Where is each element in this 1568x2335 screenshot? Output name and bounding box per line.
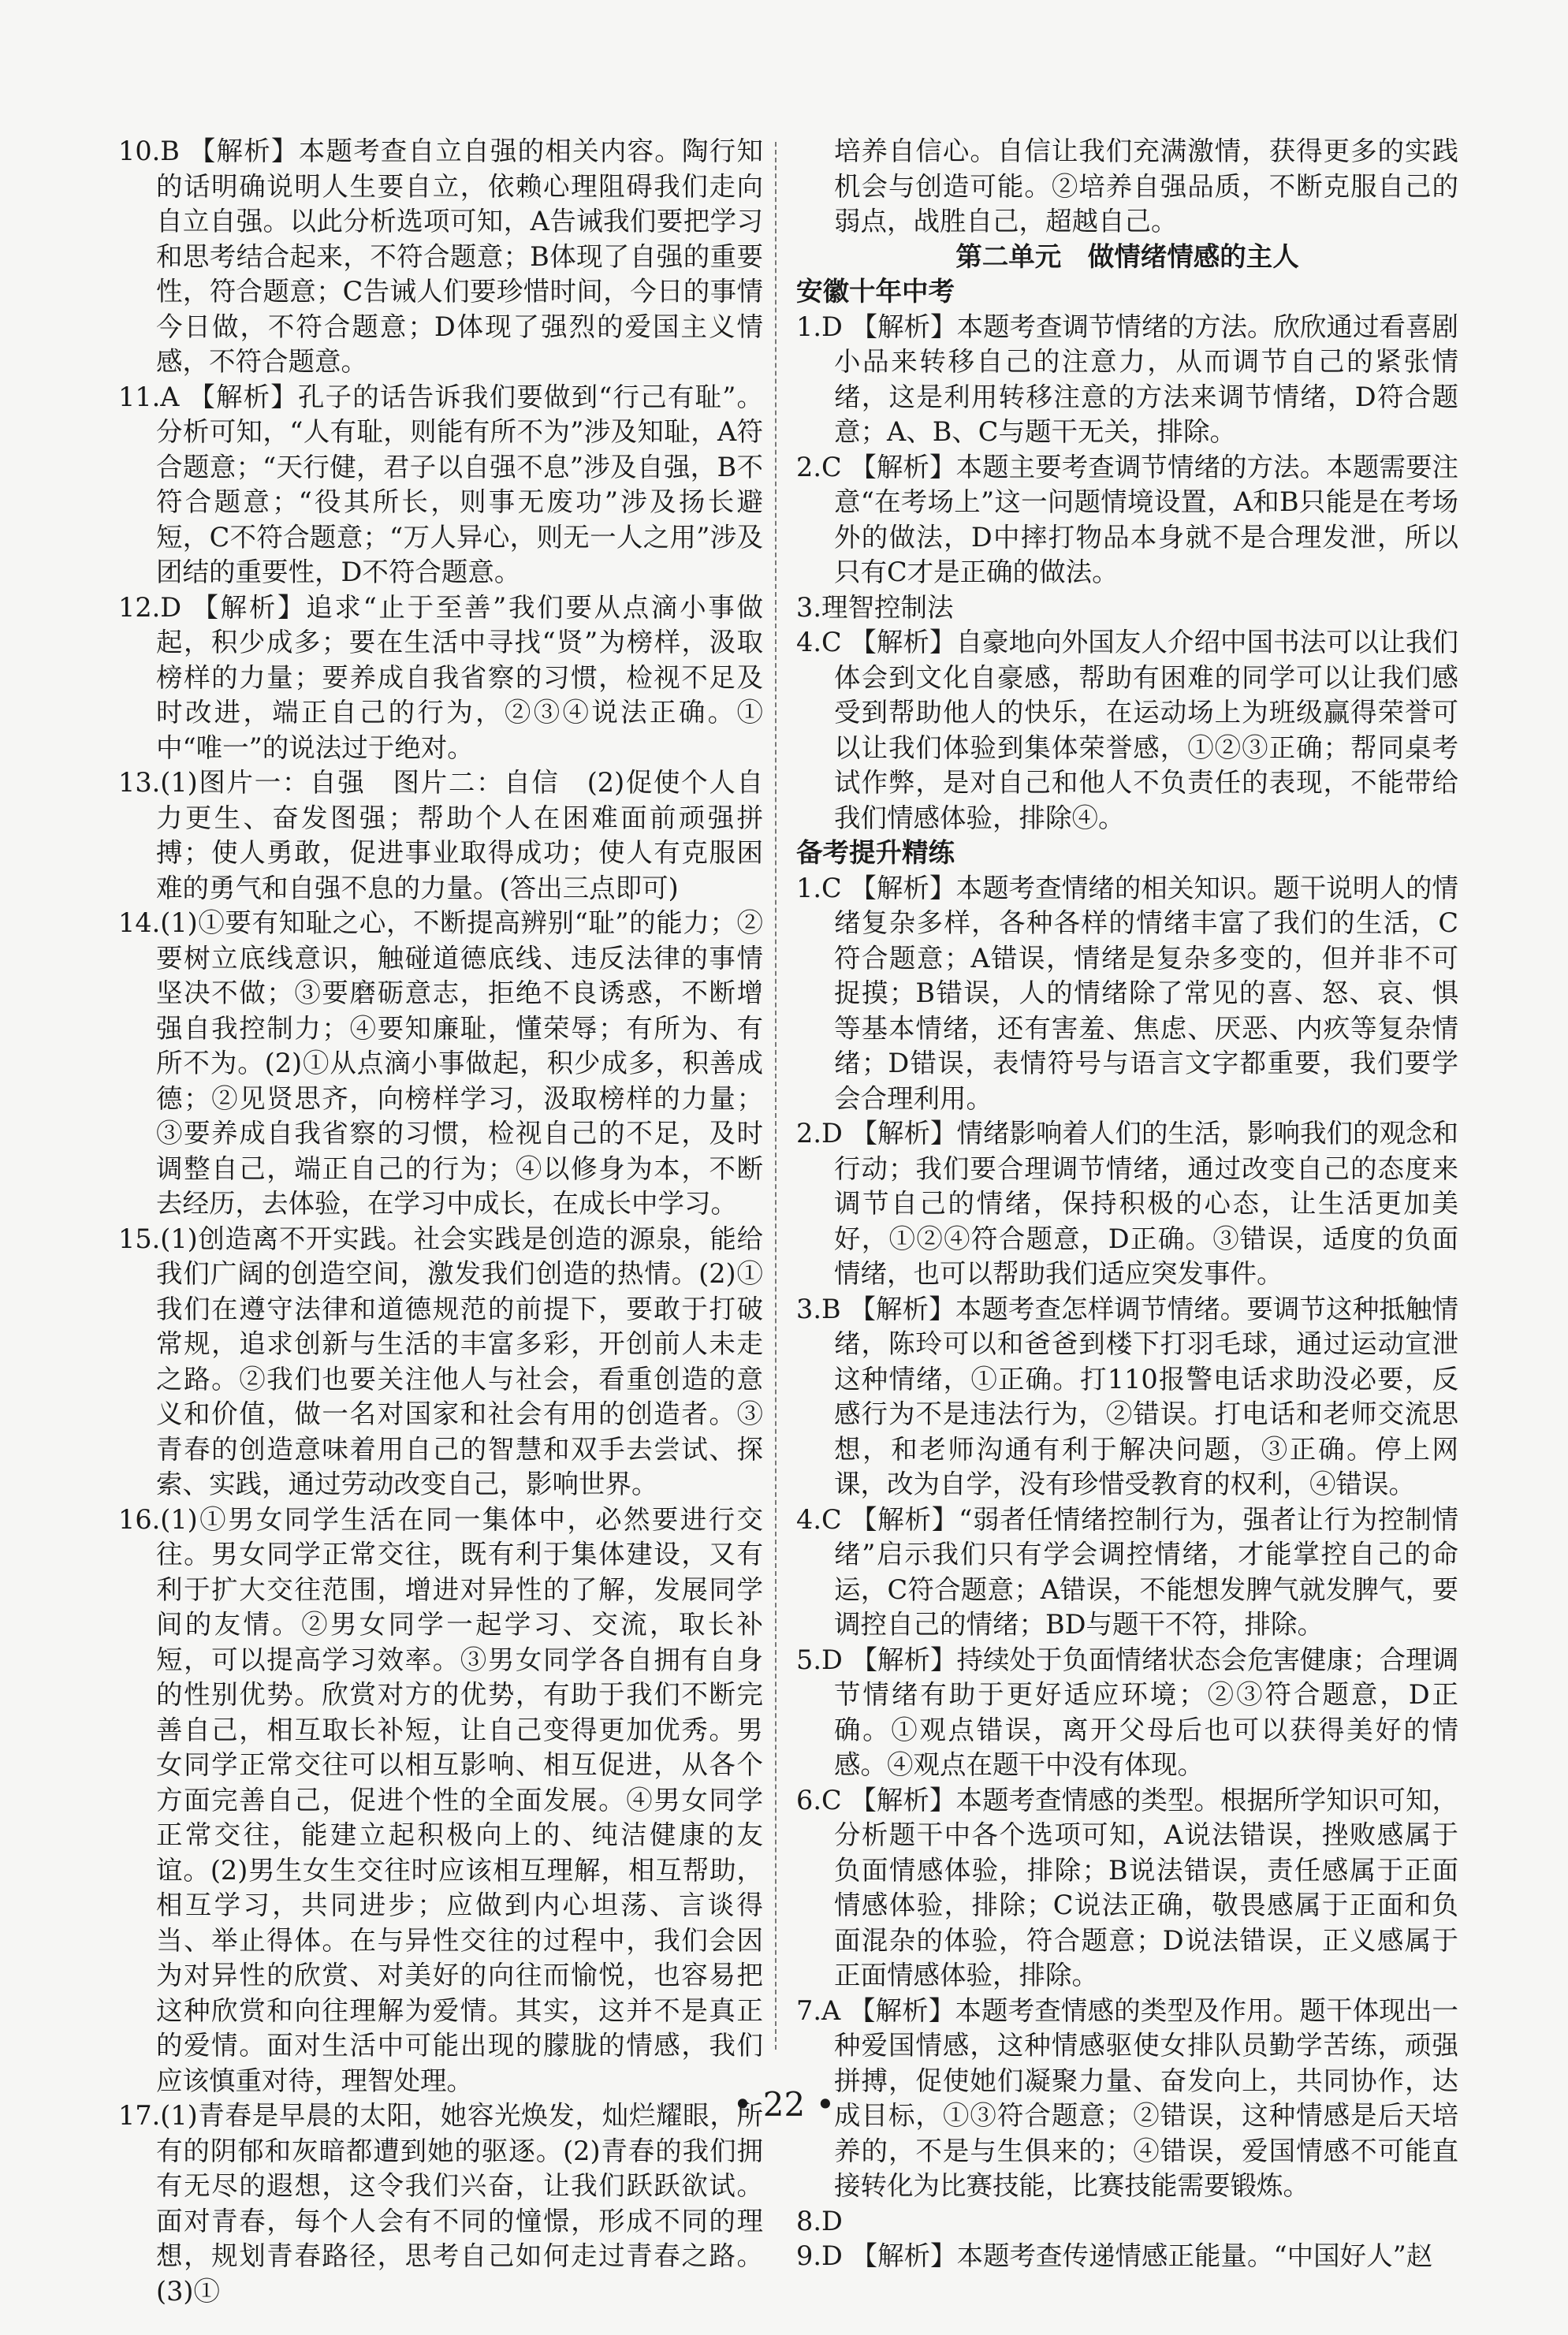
answer-item: 1.C 【解析】本题考查情绪的相关知识。题干说明人的情绪复杂多样，各种各样的情绪丰富了我们的生活，C符合题意；A错误，情绪是复杂多变的，但并非不可捉摸；B错误，人的情绪除了常见的喜、怒、哀、惧等基本情绪，还有害羞、焦虑、厌恶、内疚等复杂情绪；D错误，表情符号与语言文字都重要，我们要学会合理利用。: [796, 872, 1458, 1114]
answer-item: 7.A 【解析】本题考查情感的类型及作用。题干体现出一种爱国情感，这种情感驱使女排队员勤学苦练，顽强拼搏，促使她们凝聚力量、奋发向上，共同协作，达成目标，①③符合题意；②错误，这种情感是后天培养的，不是与生俱来的；④错误，爱国情感不可能直接转化为比赛技能，比赛技能需要锻炼。: [796, 1994, 1458, 2201]
continuation-text: 培养自信心。自信让我们充满激情，获得更多的实践机会与创造可能。②培养自强品质，不断克服自己的弱点，战胜自己，超越自己。: [834, 136, 1458, 236]
page-number: • 22 •: [732, 2085, 836, 2124]
answer-item: 1.D 【解析】本题考查调节情绪的方法。欣欣通过看喜剧小品来转移自己的注意力，从而调节自己的紧张情绪，这是利用转移注意的方法来调节情绪，D符合题意；A、B、C与题干无关，排除。: [796, 311, 1458, 447]
answer-item: 3.理智控制法: [796, 591, 954, 623]
answer-item: 3.B 【解析】本题考查怎样调节情绪。要调节这种抵触情绪，陈玲可以和爸爸到楼下打羽毛球，通过运动宣泄这种情绪，①正确。打110报警电话求助没必要，反感行为不是违法行为，②错误。打电话和老师交流思想，和老师沟通有利于解决问题，③正确。停上网课，改为自学，没有珍惜受教育的权利，④错误。: [796, 1293, 1458, 1499]
answer-item: 2.C 【解析】本题主要考查调节情绪的方法。本题需要注意“在考场上”这一问题情境设置，A和B只能是在考场外的做法，D中摔打物品本身就不是合理发泄，所以只有C才是正确的做法。: [796, 451, 1458, 587]
answer-item: 2.D 【解析】情绪影响着人们的生活，影响我们的观念和行动；我们要合理调节情绪，通过改变自己的态度来调节自己的情绪，保持积极的心态，让生活更加美好，①②④符合题意，D正确。③错误，适度的负面情绪，也可以帮助我们适应突发事件。: [796, 1118, 1458, 1289]
section-title: 备考提升精练: [796, 837, 955, 868]
right-column: [796, 134, 1458, 2274]
left-column: [118, 134, 763, 2309]
answer-item: 5.D 【解析】持续处于负面情绪状态会危害健康；合理调节情绪有助于更好适应环境；②③符合题意，D正确。①观点错误，离开父母后也可以获得美好的情感。④观点在题干中没有体现。: [796, 1644, 1458, 1780]
answer-item: 8.D: [796, 2205, 843, 2236]
unit-title: 第二单元 做情绪情感的主人: [955, 240, 1299, 272]
column-divider: [775, 142, 777, 2050]
section-title: 安徽十年中考: [796, 276, 955, 307]
answer-item: 12.D 【解析】追求“止于至善”我们要从点滴小事做起，积少成多；要在生活中寻找“贤”为榜样，汲取榜样的力量；要养成自我省察的习惯，检视不足及时改进，端正自己的行为，②③④说法正确。①中“唯一”的说法过于绝对。: [118, 591, 763, 763]
answer-item: 9.D 【解析】本题考查传递情感正能量。“中国好人”赵: [796, 2240, 1433, 2271]
answer-item: 17.(1)青春是早晨的太阳，她容光焕发，灿烂耀眼，所有的阴郁和灰暗都遭到她的驱逐。(2)青春的我们拥有无尽的遐想，这令我们兴奋，让我们跃跃欲试。面对青春，每个人会有不同的憧憬，形成不同的理想，规划青春路径，思考自己如何走过青春之路。(3)①: [118, 2100, 763, 2307]
answer-item: 11.A 【解析】孔子的话告诉我们要做到“行己有耻”。分析可知，“人有耻，则能有所不为”涉及知耻，A符合题意；“天行健，君子以自强不息”涉及自强，B不符合题意；“役其所长，则事无废功”涉及扬长避短，C不符合题意；“万人异心，则无一人之用”涉及团结的重要性，D不符合题意。: [118, 381, 763, 587]
answer-item: 4.C 【解析】自豪地向外国友人介绍中国书法可以让我们体会到文化自豪感，帮助有困难的同学可以让我们感受到帮助他人的快乐，在运动场上为班级赢得荣誉可以让我们体验到集体荣誉感，①②③正确；帮同桌考试作弊，是对自己和他人不负责任的表现，不能带给我们情感体验，排除④。: [796, 627, 1458, 833]
answer-item: 4.C 【解析】“弱者任情绪控制行为，强者让行为控制情绪”启示我们只有学会调控情绪，才能掌控自己的命运，C符合题意；A错误，不能想发脾气就发脾气，要调控自己的情绪；BD与题干不符，排除。: [796, 1503, 1458, 1640]
answer-item: 15.(1)创造离不开实践。社会实践是创造的源泉，能给我们广阔的创造空间，激发我们创造的热情。(2)①我们在遵守法律和道德规范的前提下，要敢于打破常规，追求创新与生活的丰富多彩，开创前人未走之路。②我们也要关注他人与社会，看重创造的意义和价值，做一名对国家和社会有用的创造者。③青春的创造意味着用自己的智慧和双手去尝试、探索、实践，通过劳动改变自己，影响世界。: [118, 1223, 763, 1499]
answer-item: 16.(1)①男女同学生活在同一集体中，必然要进行交往。男女同学正常交往，既有利于集体建设，又有利于扩大交往范围，增进对异性的了解，发展同学间的友情。②男女同学一起学习、交流，取长补短，可以提高学习效率。③男女同学各自拥有自身的性别优势。欣赏对方的优势，有助于我们不断完善自己，相互取长补短，让自己变得更加优秀。男女同学正常交往可以相互影响、相互促进，从各个方面完善自己，促进个性的全面发展。④男女同学正常交往，能建立起积极向上的、纯洁健康的友谊。(2)男生女生交往时应该相互理解，相互帮助，相互学习，共同进步；应做到内心坦荡、言谈得当、举止得体。在与异性交往的过程中，我们会因为对异性的欣赏、对美好的向往而愉悦，也容易把这种欣赏和向往理解为爱情。其实，这并不是真正的爱情。面对生活中可能出现的朦胧的情感，我们应该慎重对待，理智处理。: [118, 1503, 763, 2096]
answer-item: 14.(1)①要有知耻之心，不断提高辨别“耻”的能力；②要树立底线意识，触碰道德底线、违反法律的事情坚决不做；③要磨砺意志，拒绝不良诱惑，不断增强自我控制力；④要知廉耻，懂荣辱；有所为、有所不为。(2)①从点滴小事做起，积少成多，积善成德；②见贤思齐，向榜样学习，汲取榜样的力量；③要养成自我省察的习惯，检视自己的不足，及时调整自己，端正自己的行为；④以修身为本，不断去经历，去体验，在学习中成长，在成长中学习。: [118, 907, 763, 1219]
answer-item: 6.C 【解析】本题考查情感的类型。根据所学知识可知，分析题干中各个选项可知，A说法错误，挫败感属于负面情感体验，排除；B说法错误，责任感属于正面情感体验，排除；C说法正确，敬畏感属于正面和负面混杂的体验，符合题意；D说法错误，正义感属于正面情感体验，排除。: [796, 1784, 1458, 1991]
answer-item: 13.(1)图片一：自强 图片二：自信 (2)促使个人自力更生、奋发图强；帮助个人在困难面前顽强拼搏；使人勇敢，促进事业取得成功；使人有克服困难的勇气和自强不息的力量。(答出三点即可): [118, 767, 763, 903]
answer-item: 10.B 【解析】本题考查自立自强的相关内容。陶行知的话明确说明人生要自立，依赖心理阻碍我们走向自立自强。以此分析选项可知，A告诫我们要把学习和思考结合起来，不符合题意；B体现了自强的重要性，符合题意；C告诫人们要珍惜时间，今日的事情今日做，不符合题意；D体现了强烈的爱国主义情感，不符合题意。: [118, 136, 763, 377]
